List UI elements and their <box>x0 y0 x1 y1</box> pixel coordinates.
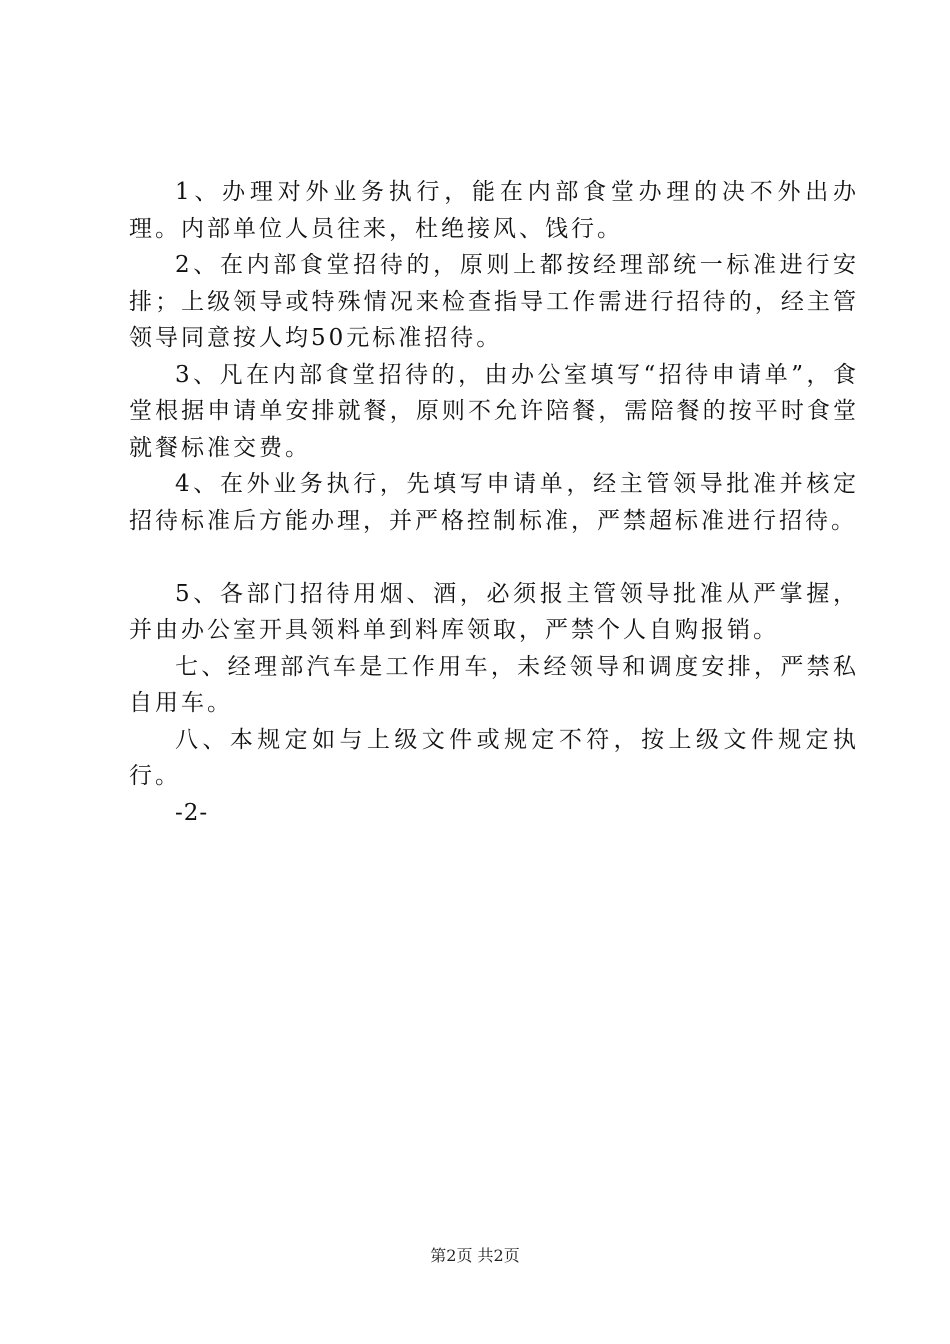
paragraph-3: 3、凡在内部食堂招待的，由办公室填写“招待申请单”，食堂根据申请单安排就餐，原则不允许陪餐，需陪餐的按平时食堂就餐标准交费。 <box>129 361 859 461</box>
paragraph-8: 八、本规定如与上级文件或规定不符，按上级文件规定执行。 <box>129 726 859 789</box>
paragraph-4: 4、在外业务执行，先填写申请单，经主管领导批准并核定招待标准后方能办理，并严格控制标准，严禁超标准进行招待。 <box>129 471 859 534</box>
page-footer: 第2页 共2页 <box>430 1246 520 1265</box>
paragraph-1: 1、办理对外业务执行，能在内部食堂办理的决不外出办理。内部单位人员往来，杜绝接风、饯行。 <box>129 179 859 242</box>
paragraph-5: 5、各部门招待用烟、酒，必须报主管领导批准从严掌握，并由办公室开具领料单到料库领取，严禁个人自购报销。 <box>129 580 859 643</box>
paragraph-2: 2、在内部食堂招待的，原则上都按经理部统一标准进行安排；上级领导或特殊情况来检查指导工作需进行招待的，经主管领导同意按人均50元标准招待。 <box>129 252 859 351</box>
paragraph-7: 七、经理部汽车是工作用车，未经领导和调度安排，严禁私自用车。 <box>129 653 859 716</box>
page-marker: -2- <box>175 799 209 826</box>
document-body <box>129 174 859 831</box>
